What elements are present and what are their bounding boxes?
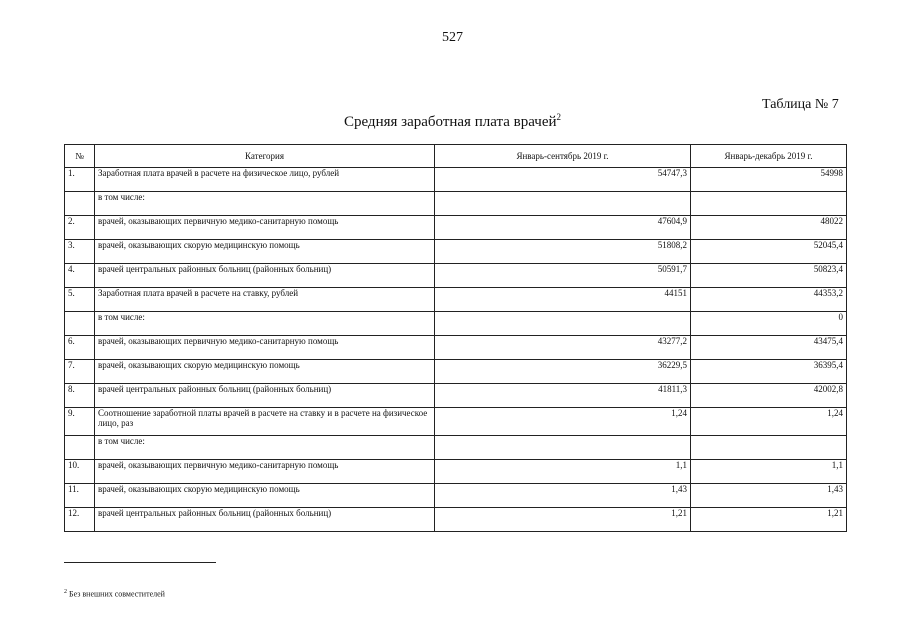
row-value-jan-dec: 42002,8 (691, 384, 847, 408)
row-category: врачей, оказывающих первичную медико-санитарную помощь (95, 336, 435, 360)
row-value-jan-sep: 44151 (435, 288, 691, 312)
row-value-jan-dec (691, 436, 847, 460)
row-number: 2. (65, 216, 95, 240)
row-number: 1. (65, 168, 95, 192)
table-row (65, 436, 847, 460)
row-number: 5. (65, 288, 95, 312)
row-category: врачей центральных районных больниц (районных больниц) (95, 264, 435, 288)
row-value-jan-dec (691, 192, 847, 216)
row-number (65, 192, 95, 216)
row-value-jan-dec: 48022 (691, 216, 847, 240)
row-category: в том числе: (95, 436, 435, 460)
table-row (65, 508, 847, 532)
row-value-jan-sep: 41811,3 (435, 384, 691, 408)
row-category: Заработная плата врачей в расчете на физическое лицо, рублей (95, 168, 435, 192)
header-category: Категория (95, 145, 435, 168)
table-row (65, 384, 847, 408)
row-number: 7. (65, 360, 95, 384)
row-number: 11. (65, 484, 95, 508)
row-value-jan-sep (435, 192, 691, 216)
row-value-jan-sep: 47604,9 (435, 216, 691, 240)
row-value-jan-dec: 54998 (691, 168, 847, 192)
row-number: 8. (65, 384, 95, 408)
row-category: в том числе: (95, 192, 435, 216)
header-jan-dec: Январь-декабрь 2019 г. (691, 145, 847, 168)
table-row (65, 240, 847, 264)
table-row (65, 192, 847, 216)
table-row (65, 336, 847, 360)
row-value-jan-sep (435, 436, 691, 460)
footnote-mark: 2 (64, 589, 67, 595)
table-row (65, 312, 847, 336)
row-category: врачей, оказывающих скорую медицинскую помощь (95, 484, 435, 508)
row-value-jan-dec: 50823,4 (691, 264, 847, 288)
row-category: врачей центральных районных больниц (районных больниц) (95, 508, 435, 532)
title-text: Средняя заработная плата врачей (343, 114, 557, 130)
row-value-jan-dec: 43475,4 (691, 336, 847, 360)
row-value-jan-sep: 36229,5 (435, 360, 691, 384)
row-number: 3. (65, 240, 95, 264)
row-value-jan-sep: 51808,2 (435, 240, 691, 264)
header-number: № (65, 145, 95, 168)
row-value-jan-sep: 43277,2 (435, 336, 691, 360)
header-jan-sep: Январь-сентябрь 2019 г. (435, 145, 691, 168)
table-row (65, 360, 847, 384)
row-category: Заработная плата врачей в расчете на ставку, рублей (95, 288, 435, 312)
row-category: врачей, оказывающих первичную медико-санитарную помощь (95, 216, 435, 240)
document-title (0, 112, 905, 131)
row-category: врачей, оказывающих первичную медико-санитарную помощь (95, 460, 435, 484)
row-number: 9. (65, 408, 95, 436)
row-value-jan-dec: 1,1 (691, 460, 847, 484)
row-value-jan-dec: 36395,4 (691, 360, 847, 384)
row-number: 12. (65, 508, 95, 532)
row-value-jan-sep: 1,1 (435, 460, 691, 484)
row-value-jan-sep: 54747,3 (435, 168, 691, 192)
row-value-jan-dec: 0 (691, 312, 847, 336)
row-value-jan-sep (435, 312, 691, 336)
row-value-jan-dec: 52045,4 (691, 240, 847, 264)
title-footnote-mark: 2 (556, 112, 562, 122)
row-value-jan-sep: 1,21 (435, 508, 691, 532)
row-value-jan-dec: 1,21 (691, 508, 847, 532)
row-category: врачей, оказывающих скорую медицинскую помощь (95, 240, 435, 264)
table-header-row (65, 145, 847, 168)
row-value-jan-dec: 44353,2 (691, 288, 847, 312)
row-category: врачей центральных районных больниц (районных больниц) (95, 384, 435, 408)
row-category: врачей, оказывающих скорую медицинскую помощь (95, 360, 435, 384)
table-row (65, 484, 847, 508)
row-value-jan-dec: 1,24 (691, 408, 847, 436)
row-number (65, 436, 95, 460)
row-number (65, 312, 95, 336)
salary-table (64, 144, 847, 532)
table-row (65, 460, 847, 484)
row-value-jan-sep: 50591,7 (435, 264, 691, 288)
table-row (65, 264, 847, 288)
footnote-divider (64, 562, 216, 563)
row-number: 6. (65, 336, 95, 360)
table-row (65, 168, 847, 192)
row-number: 4. (65, 264, 95, 288)
row-number: 10. (65, 460, 95, 484)
row-category: в том числе: (95, 312, 435, 336)
table-row (65, 288, 847, 312)
footnote (64, 589, 165, 599)
footnote-text: Без внешних совместителей (69, 589, 165, 599)
table-label: Таблица № 7 (762, 97, 839, 112)
row-value-jan-sep: 1,43 (435, 484, 691, 508)
row-category: Соотношение заработной платы врачей в расчете на ставку и в расчете на физическое лицо, раз (95, 408, 435, 436)
row-value-jan-sep: 1,24 (435, 408, 691, 436)
table-row (65, 216, 847, 240)
table-row (65, 408, 847, 436)
row-value-jan-dec: 1,43 (691, 484, 847, 508)
page-number: 527 (442, 30, 463, 45)
